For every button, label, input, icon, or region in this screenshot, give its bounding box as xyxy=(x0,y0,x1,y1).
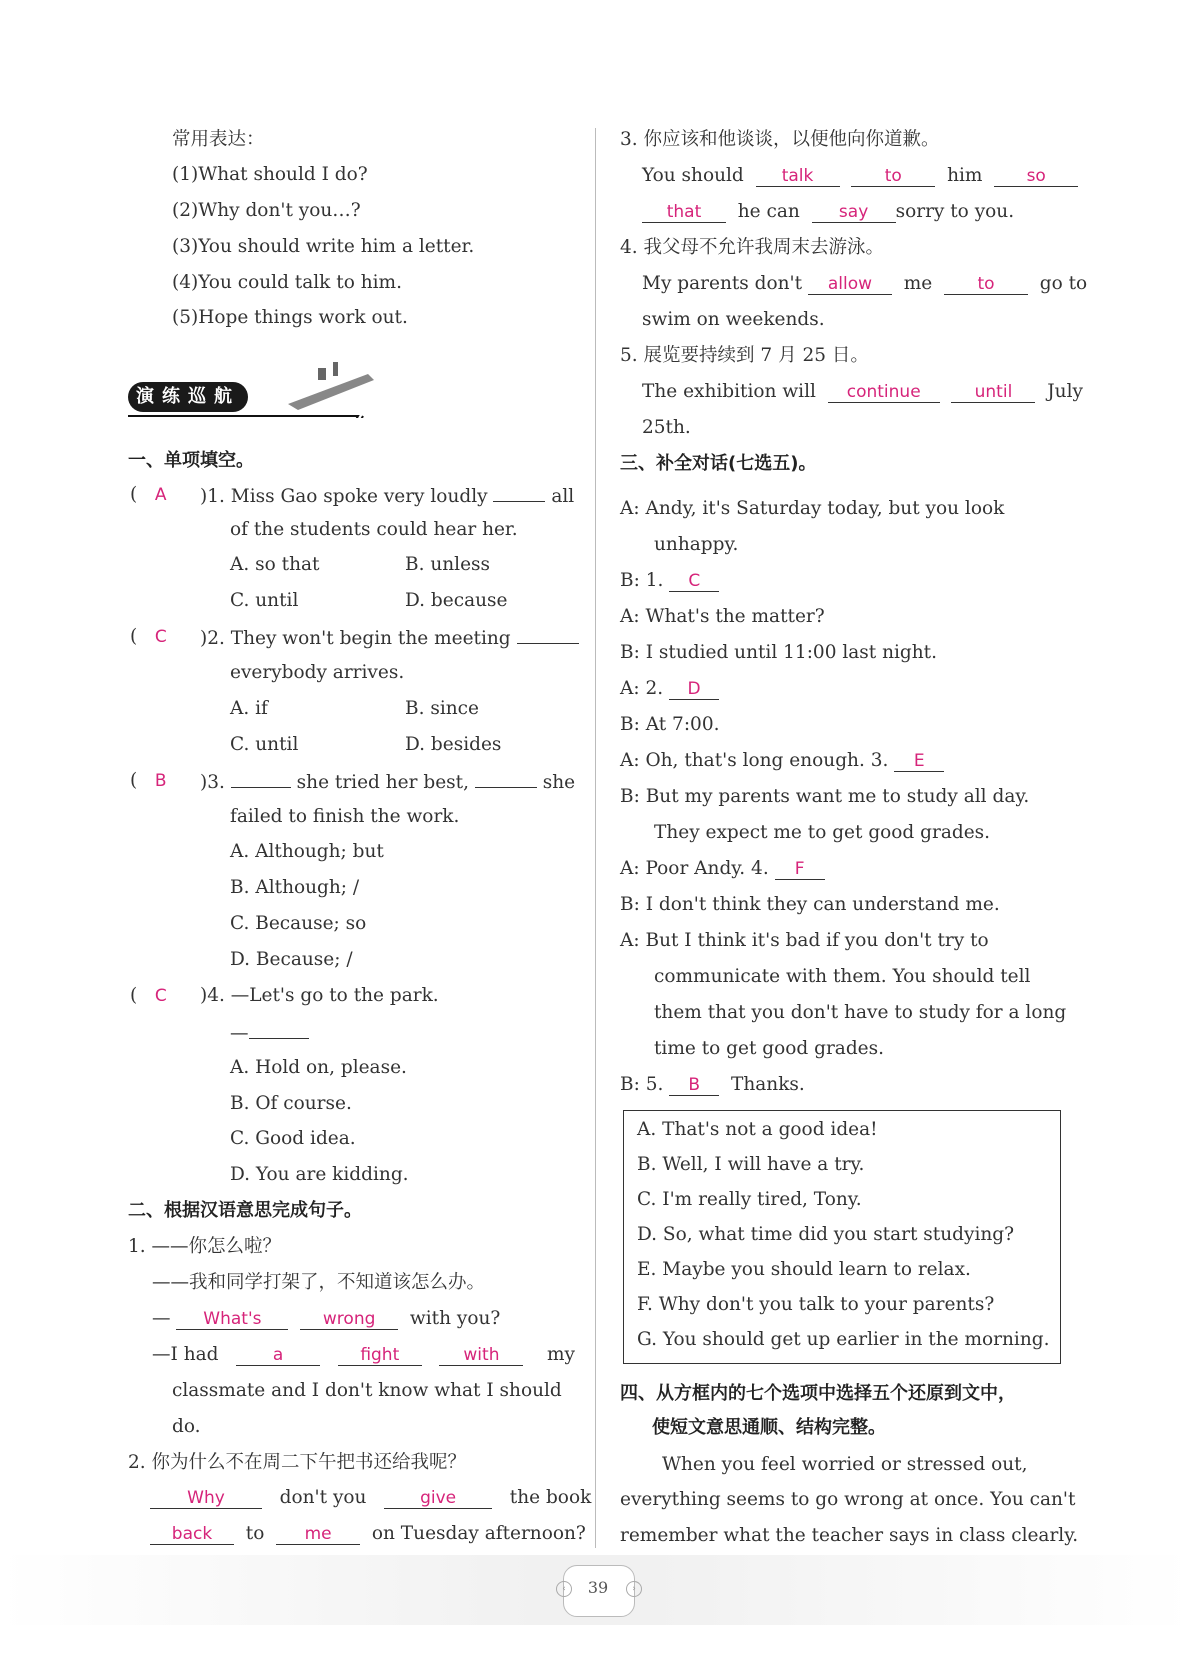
dialog-line: B: But my parents want me to study all day. xyxy=(620,786,1030,807)
q2-stem-text: )2. They won't begin the meeting xyxy=(200,628,511,649)
s5-line-1 xyxy=(642,380,1083,404)
expression-item: (4)You could talk to him. xyxy=(172,272,402,293)
s3-text: him xyxy=(947,165,983,186)
s3-text: he can xyxy=(737,201,800,222)
dialog-line: time to get good grades. xyxy=(654,1038,885,1059)
dialog-answer-3: E xyxy=(894,751,944,772)
s2-text: on Tuesday afternoon? xyxy=(371,1523,586,1544)
part4-heading: 四、从方框内的七个选项中选择五个还原到文中， xyxy=(620,1383,1016,1404)
q1-option-b: B. unless xyxy=(405,554,491,575)
s5-text: July xyxy=(1047,381,1083,402)
q3-stem-cont: failed to finish the work. xyxy=(230,806,460,827)
s2-line-1 xyxy=(150,1486,591,1510)
s1-text: my xyxy=(546,1344,575,1365)
option-item: B. Well, I will have a try. xyxy=(637,1154,865,1175)
q2-option-d: D. besides xyxy=(405,734,502,755)
q2-option-a: A. if xyxy=(230,698,268,719)
s1-text: —I had xyxy=(152,1344,219,1365)
s3-chinese: 3. 你应该和他谈谈，以便他向你道歉。 xyxy=(620,129,940,150)
s4-text: me xyxy=(903,273,933,294)
dialog-answer-2: D xyxy=(669,679,719,700)
s1-chinese-2: ——我和同学打架了，不知道该怎么办。 xyxy=(152,1272,486,1293)
dialog-line: A: But I think it's bad if you don't try to xyxy=(620,930,989,951)
option-item: A. That's not a good idea! xyxy=(637,1119,878,1140)
s2-answer: back xyxy=(150,1524,234,1545)
s1-answer: a xyxy=(236,1345,320,1366)
dialog-line: them that you don't have to study for a long xyxy=(654,1002,1067,1023)
option-item: D. So, what time did you start studying? xyxy=(637,1224,1015,1245)
s4-text: My parents don't xyxy=(642,273,803,294)
option-item: F. Why don't you talk to your parents? xyxy=(637,1294,995,1315)
s4-text: go to xyxy=(1039,273,1088,294)
dialog-line: B: I studied until 11:00 last night. xyxy=(620,642,938,663)
dialog-line xyxy=(620,677,719,701)
q1-option-c: C. until xyxy=(230,590,299,611)
s2-chinese: 2. 你为什么不在周二下午把书还给我呢？ xyxy=(128,1452,467,1473)
dialog-text: A: Poor Andy. 4. xyxy=(620,858,769,879)
dialog-text: A: 2. xyxy=(620,678,664,699)
dialog-answer-4: F xyxy=(775,859,825,880)
s1-line-4: do. xyxy=(172,1416,201,1437)
s1-answer: fight xyxy=(338,1345,422,1366)
q2-blank xyxy=(517,625,579,644)
expression-item: (1)What should I do? xyxy=(172,164,368,185)
s3-line-2 xyxy=(642,200,1014,224)
option-item: C. I'm really tired, Tony. xyxy=(637,1189,862,1210)
s3-answer: that xyxy=(642,202,726,223)
s4-line-2: swim on weekends. xyxy=(642,309,825,330)
q2-option-c: C. until xyxy=(230,734,299,755)
q1-stem-cont: of the students could hear her. xyxy=(230,519,518,540)
column-divider xyxy=(595,128,596,1548)
part3-heading: 三、补全对话(七选五)。 xyxy=(620,453,817,474)
s2-answer: give xyxy=(384,1488,492,1509)
expression-item: (5)Hope things work out. xyxy=(172,307,408,328)
passage-line: remember what the teacher says in class clearly. xyxy=(620,1525,1079,1546)
s5-answer: until xyxy=(951,382,1035,403)
s3-text: sorry to you. xyxy=(895,201,1015,222)
s3-answer: so xyxy=(994,166,1078,187)
q2-stem-cont: everybody arrives. xyxy=(230,662,405,683)
s3-text: You should xyxy=(642,165,744,186)
s2-answer: Why xyxy=(150,1488,262,1509)
s2-text: don't you xyxy=(279,1487,367,1508)
passage-line: everything seems to go wrong at once. You can't xyxy=(620,1489,1076,1510)
q2-answer: C xyxy=(154,627,167,647)
q1-stem xyxy=(200,483,574,509)
q4-option-a: A. Hold on, please. xyxy=(230,1057,407,1078)
s5-text: The exhibition will xyxy=(642,381,816,402)
q3-answer-box: ( B xyxy=(130,770,167,791)
s3-answer: talk xyxy=(756,166,840,187)
s2-line-2 xyxy=(150,1522,586,1546)
dialog-text: A: Oh, that's long enough. 3. xyxy=(620,750,889,771)
q2-answer-box: ( C xyxy=(130,626,167,647)
page-number: 39 xyxy=(587,1578,609,1597)
right-arrow-icon: › xyxy=(626,1581,642,1597)
dialog-line xyxy=(620,749,944,773)
dialog-line: B: At 7:00. xyxy=(620,714,720,735)
s3-answer: say xyxy=(812,202,896,223)
q3-option-b: B. Although; / xyxy=(230,877,360,898)
s1-line-2 xyxy=(152,1343,575,1367)
q4-response xyxy=(230,1020,309,1046)
s4-line-1 xyxy=(642,272,1087,296)
dialog-line: They expect me to get good grades. xyxy=(654,822,991,843)
dialog-text: B: 1. xyxy=(620,570,664,591)
dialog-text: B: 5. xyxy=(620,1074,664,1095)
s1-dash: — xyxy=(152,1308,171,1329)
s4-answer: to xyxy=(944,274,1028,295)
s3-answer: to xyxy=(851,166,935,187)
s1-answer: wrong xyxy=(300,1309,398,1330)
q4-stem: )4. —Let's go to the park. xyxy=(200,985,439,1006)
s1-answer: with xyxy=(439,1345,523,1366)
q3-blank xyxy=(475,769,537,788)
q1-answer: A xyxy=(154,485,167,505)
q4-answer: C xyxy=(154,986,167,1006)
s4-answer: allow xyxy=(808,274,892,295)
s5-answer: continue xyxy=(828,382,940,403)
s2-answer: me xyxy=(276,1524,360,1545)
dialog-line: A: Andy, it's Saturday today, but you look xyxy=(620,498,1005,519)
dialog-answer-1: C xyxy=(669,571,719,592)
q3-stem-text: she xyxy=(542,772,576,793)
expression-item: (2)Why don't you…? xyxy=(172,200,361,221)
q3-stem-text: she tried her best, xyxy=(296,772,469,793)
q3-stem xyxy=(200,769,575,795)
part1-heading: 一、单项填空。 xyxy=(128,450,254,471)
s2-text: the book xyxy=(509,1487,592,1508)
s1-line-3: classmate and I don't know what I should xyxy=(172,1380,562,1401)
s3-line-1 xyxy=(642,164,1078,188)
q3-answer: B xyxy=(154,771,167,791)
option-item: G. You should get up earlier in the morning. xyxy=(637,1329,1050,1350)
q3-stem-text: )3. xyxy=(200,772,225,793)
dialog-line: A: What's the matter? xyxy=(620,606,825,627)
dialog-line: unhappy. xyxy=(654,534,739,555)
expression-item: (3)You should write him a letter. xyxy=(172,236,475,257)
s1-line-1 xyxy=(152,1307,500,1331)
q1-stem-text: all xyxy=(551,486,575,507)
dialog-line xyxy=(620,569,719,593)
q4-option-c: C. Good idea. xyxy=(230,1128,356,1149)
dialog-answer-5: B xyxy=(669,1075,719,1096)
s5-line-2: 25th. xyxy=(642,417,691,438)
q3-option-a: A. Although; but xyxy=(230,841,384,862)
s2-text: to xyxy=(245,1523,265,1544)
s5-chinese: 5. 展览要持续到 7 月 25 日。 xyxy=(620,345,869,366)
dialog-line: communicate with them. You should tell xyxy=(654,966,1031,987)
q4-answer-box: ( C xyxy=(130,985,167,1006)
q4-option-b: B. Of course. xyxy=(230,1093,352,1114)
q1-option-d: D. because xyxy=(405,590,508,611)
q3-blank xyxy=(231,769,291,788)
q4-dash: — xyxy=(230,1023,249,1044)
q3-option-d: D. Because; / xyxy=(230,949,353,970)
dialog-line: B: I don't think they can understand me. xyxy=(620,894,1000,915)
q4-option-d: D. You are kidding. xyxy=(230,1164,409,1185)
q2-option-b: B. since xyxy=(405,698,479,719)
dialog-line xyxy=(620,1073,805,1097)
s1-text: with you? xyxy=(409,1308,501,1329)
section-banner xyxy=(128,378,378,438)
dialog-line xyxy=(620,857,825,881)
q2-stem xyxy=(200,625,579,651)
expressions-title: 常用表达： xyxy=(172,129,265,150)
dialog-text: Thanks. xyxy=(731,1074,805,1095)
part2-heading: 二、根据汉语意思完成句子。 xyxy=(128,1200,362,1221)
q1-option-a: A. so that xyxy=(230,554,320,575)
q1-blank xyxy=(493,483,545,502)
q1-answer-box: ( A xyxy=(130,484,167,505)
part4-heading-cont: 使短文意思通顺、结构完整。 xyxy=(652,1417,886,1438)
passage-line: When you feel worried or stressed out, xyxy=(662,1454,1028,1475)
q3-option-c: C. Because; so xyxy=(230,913,367,934)
s1-answer: What's xyxy=(176,1309,288,1330)
q4-blank xyxy=(249,1020,309,1039)
s1-chinese-1: 1. ——你怎么啦？ xyxy=(128,1236,282,1257)
left-arrow-icon: ‹ xyxy=(556,1581,572,1597)
section-title-text: 演练巡航 xyxy=(128,382,248,412)
section-title xyxy=(128,382,252,412)
option-item: E. Maybe you should learn to relax. xyxy=(637,1259,971,1280)
q1-stem-text: )1. Miss Gao spoke very loudly xyxy=(200,486,488,507)
s4-chinese: 4. 我父母不允许我周末去游泳。 xyxy=(620,237,885,258)
